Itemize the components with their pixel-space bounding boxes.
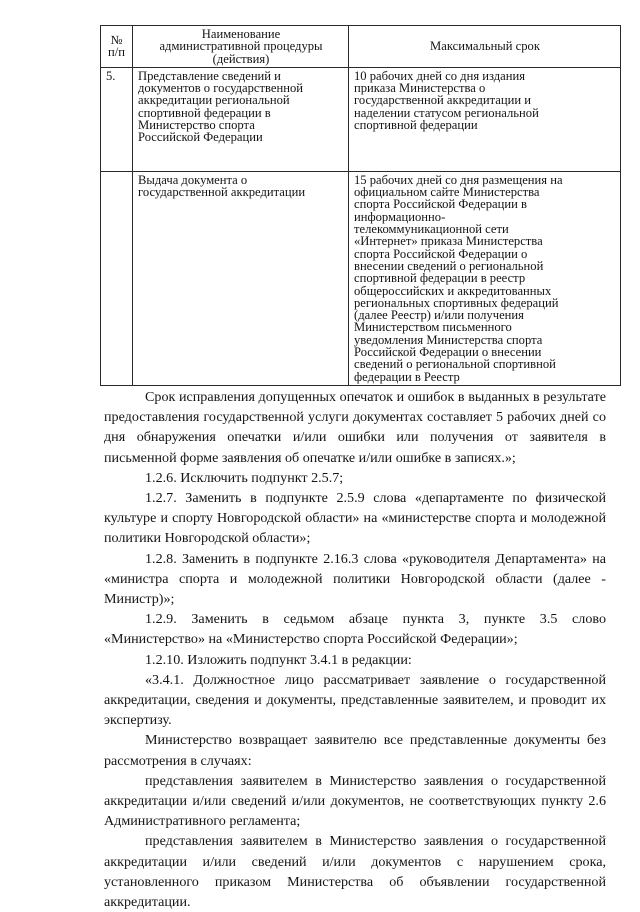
paragraph-case-mismatch: представления заявителем в Министерство заявления о государственной аккредитации и/или сведений и/или документов, не соответствующих пункту 2.6 Административного регламента; [104, 772, 606, 830]
procedure-table [100, 25, 621, 386]
header-number [101, 26, 133, 68]
row-procedure: Представление сведений и документов о государственной аккредитации региональной спортивной федерации в Министерство спорта Российской Федерации [133, 67, 349, 171]
paragraph-1-2-10: 1.2.10. Изложить подпункт 3.4.1 в редакции: [145, 651, 412, 668]
header-number-text: № п/п [108, 33, 125, 60]
table-header-row [101, 26, 621, 68]
table-row [101, 67, 621, 171]
header-procedure-text: Наименование административной процедуры (действия) [159, 27, 323, 66]
row-procedure: Выдача документа о государственной аккредитации [133, 171, 349, 385]
paragraph-1-2-9: 1.2.9. Заменить в седьмом абзаце пункта 3, пункте 3.5 слово «Министерство» на «Министерство спорта Российской Федерации»; [104, 611, 606, 648]
paragraph-1-2-8: 1.2.8. Заменить в подпункте 2.16.3 слова «руководителя Департамента» на «министра спорта и молодежной политики Новгородской области (далее - Министр)»; [104, 550, 606, 608]
header-procedure [133, 26, 349, 68]
header-term [349, 26, 621, 68]
table-row [101, 171, 621, 385]
paragraph-1-2-7: 1.2.7. Заменить в подпункте 2.5.9 слова «департаменте по физической культуре и спорту Новгородской области» на «министерстве спорта и молодежной политики Новгородской области»; [104, 490, 606, 547]
paragraph-correction-term: Срок исправления допущенных опечаток и ошибок в выданных в результате предоставления государственной услуги документах составляет 5 рабочих дней со дня обнаружения опечатки и/или ошибки или получения от заявителя в письменной форме заявления об опечатке и/или ошибке в записях.»; [104, 389, 606, 466]
body-text [104, 387, 606, 912]
row-number [101, 171, 133, 385]
row-term: 15 рабочих дней со дня размещения на официальном сайте Министерства спорта Российской Федерации в информационно- телекоммуникационной сети «Интернет» приказа Министерства спорта Российской Федерации о внесении сведений о региональной спортивной федерации в реестр общероссийских и аккредитованных региональных спортивных федераций (далее Реестр) и/или получения Министерством письменного уведомления Министерства спорта Российской Федерации о внесении сведений о региональной спортивной федерации в Реестр [349, 171, 621, 385]
paragraph-case-deadline: представления заявителем в Министерство заявления о государственной аккредитации и/или сведений и/или документов с нарушением срока, установленного приказом Министерства об объявлении государственной аккредитации. [104, 833, 606, 911]
header-term-text: Максимальный срок [430, 39, 540, 54]
paragraph-return-documents: Министерство возвращает заявителю все представленные документы без рассмотрения в случаях: [104, 732, 606, 769]
paragraph-3-4-1: «3.4.1. Должностное лицо рассматривает заявление о государственной аккредитации, сведения и документы, представленные заявителем, и проводит их экспертизу. [104, 671, 606, 729]
row-number: 5. [101, 67, 133, 171]
row-term: 10 рабочих дней со дня издания приказа Министерства о государственной аккредитации и наделении статусом региональной спортивной федерации [349, 67, 621, 171]
paragraph-1-2-6: 1.2.6. Исключить подпункт 2.5.7; [145, 469, 344, 486]
